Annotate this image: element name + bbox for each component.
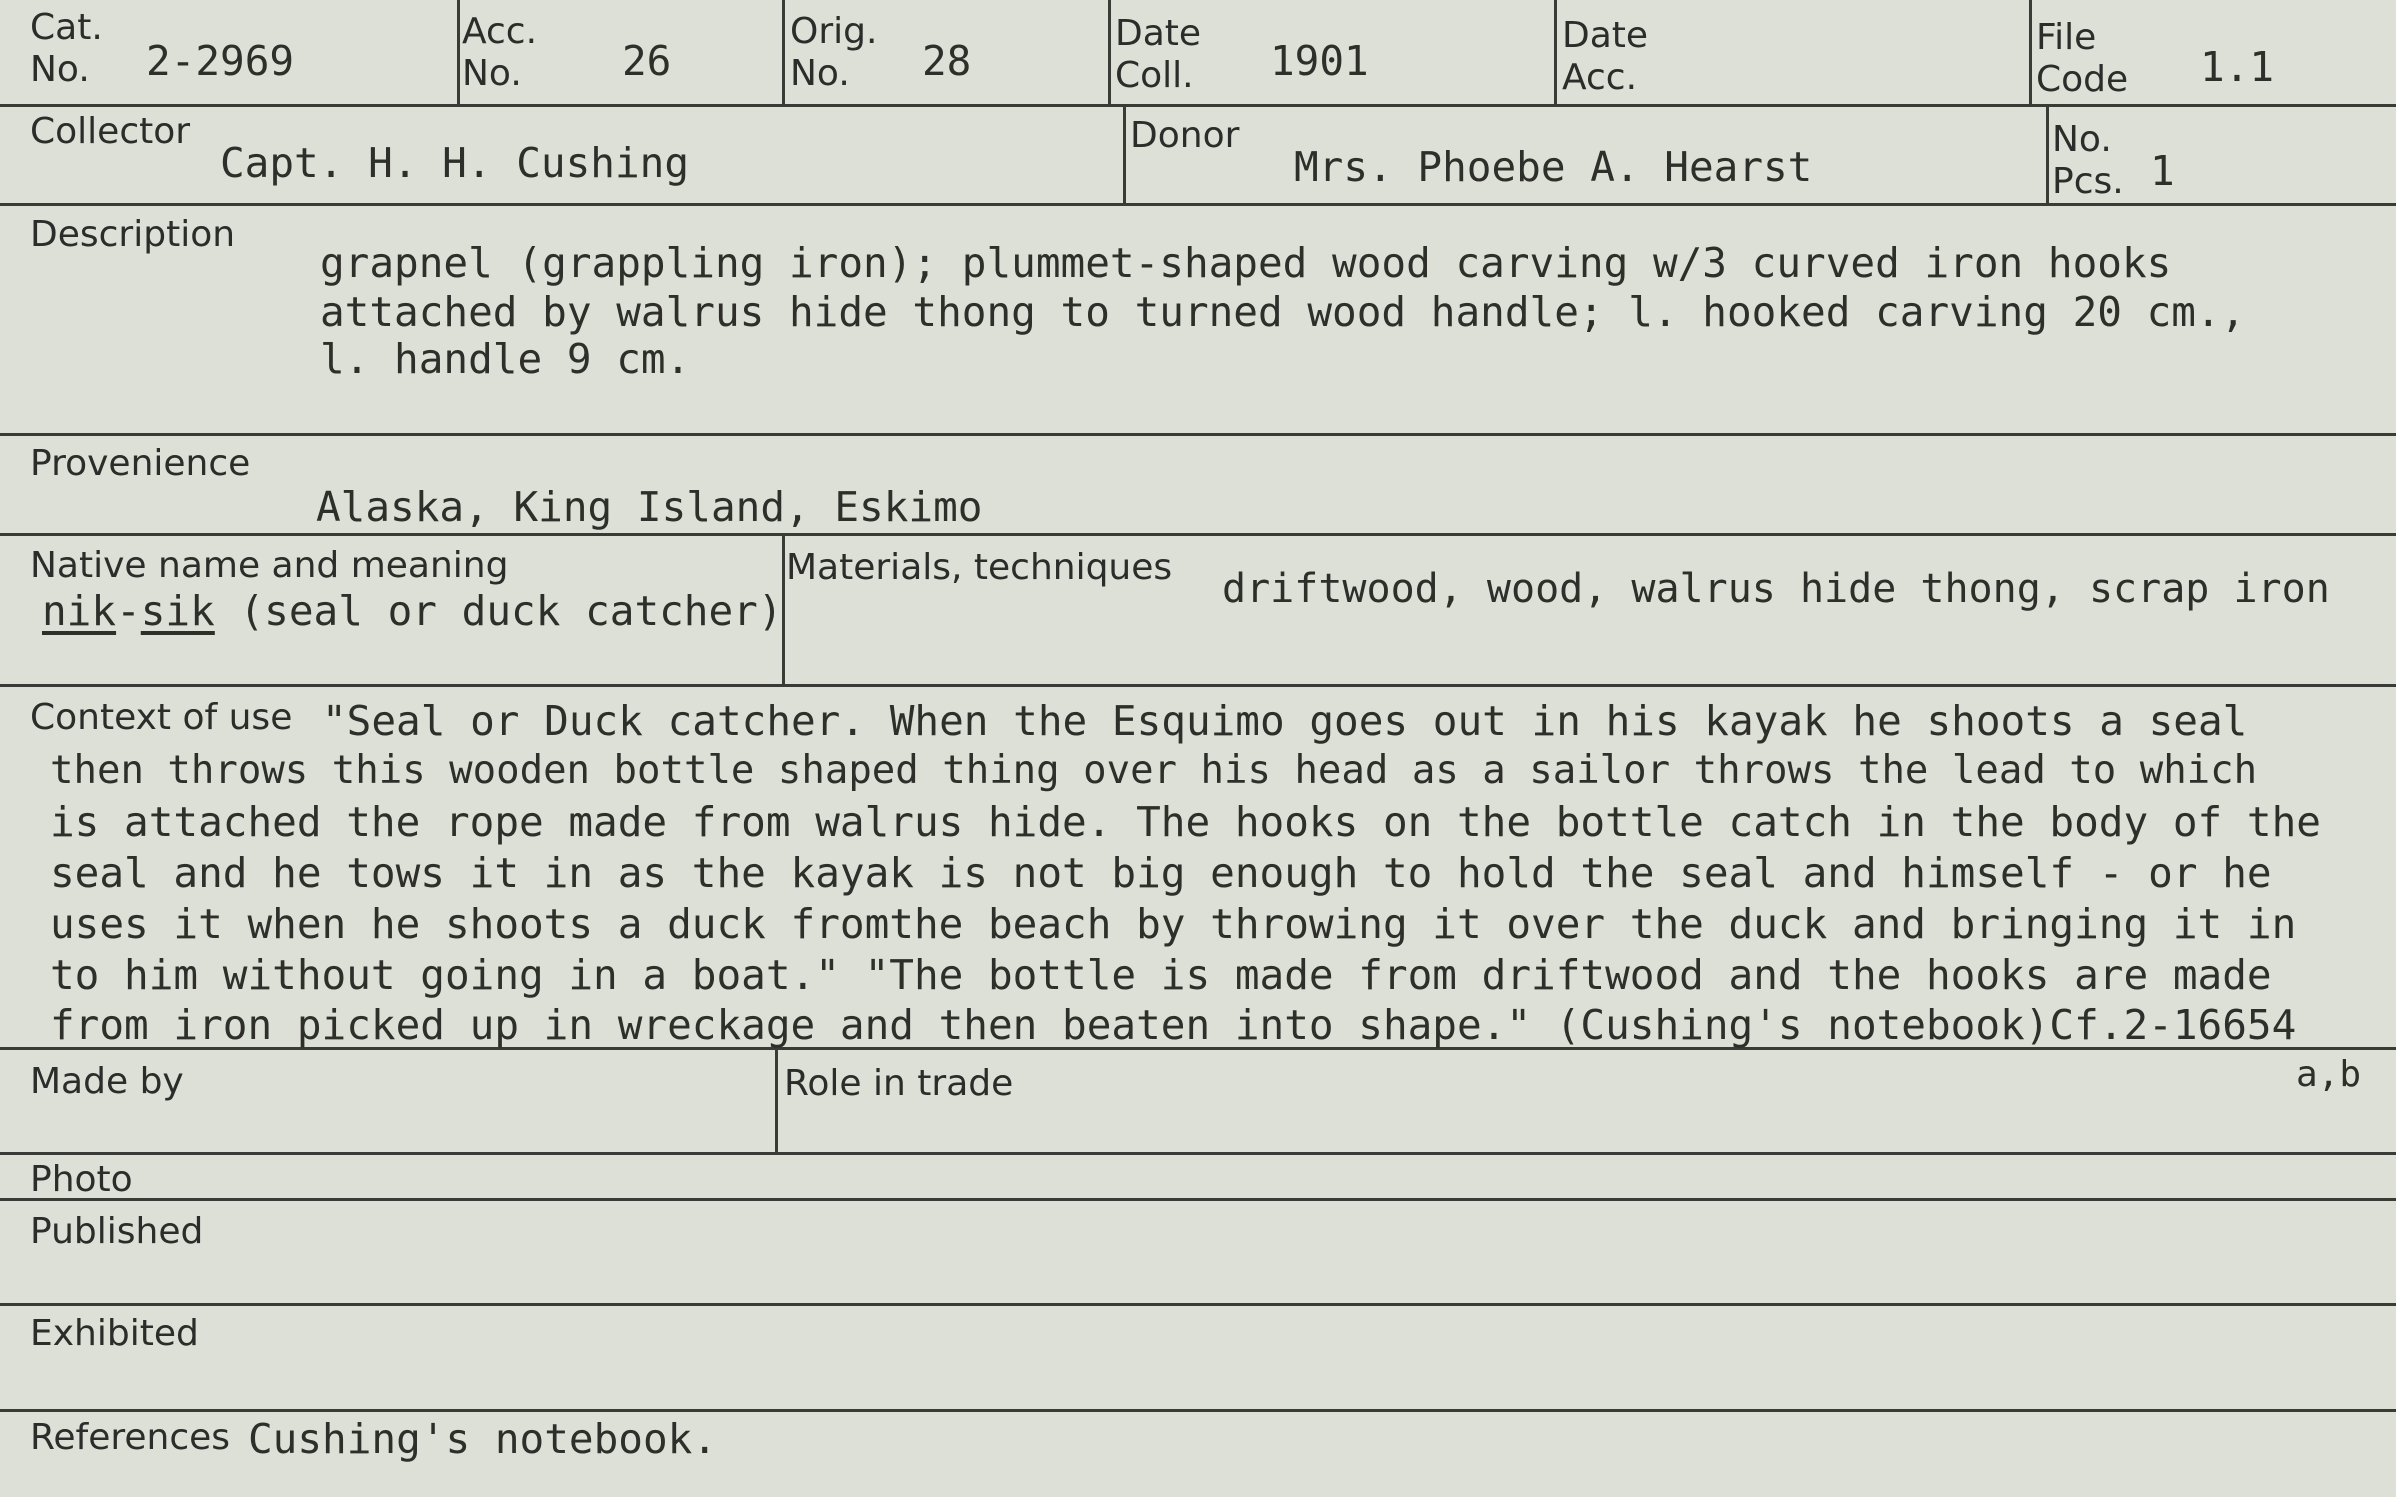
orig-no-label-1: Orig. bbox=[790, 11, 878, 52]
native-name-dash: - bbox=[116, 587, 141, 635]
provenience-value: Alaska, King Island, Eskimo bbox=[316, 483, 983, 531]
context-line-2: then throws this wooden bottle shaped thing over his head as a sailor throws the lead to which bbox=[50, 748, 2258, 793]
native-name-word-1: nik bbox=[42, 587, 117, 635]
vrule-date-acc bbox=[1554, 0, 1557, 104]
donor-label: Donor bbox=[1130, 115, 1240, 156]
rule-made-by bbox=[0, 1152, 2396, 1155]
role-in-trade-label: Role in trade bbox=[784, 1063, 1014, 1104]
no-pcs-label-2: Pcs. bbox=[2052, 161, 2124, 202]
description-line-2: attached by walrus hide thong to turned wood handle; l. hooked carving 20 cm., bbox=[320, 288, 2246, 336]
vrule-role bbox=[775, 1047, 778, 1152]
rule-description bbox=[0, 433, 2396, 436]
exhibited-label: Exhibited bbox=[30, 1313, 199, 1354]
published-label: Published bbox=[30, 1211, 204, 1252]
context-line-1: "Seal or Duck catcher. When the Esquimo goes out in his kayak he shoots a seal bbox=[322, 697, 2248, 745]
vrule-no-pcs bbox=[2046, 104, 2049, 203]
rule-native bbox=[0, 684, 2396, 687]
date-coll-label-1: Date bbox=[1115, 13, 1202, 54]
rule-photo bbox=[0, 1198, 2396, 1201]
acc-no-label-2: No. bbox=[462, 53, 522, 94]
vrule-acc bbox=[457, 0, 460, 104]
context-line-4: seal and he tows it in as the kayak is not big enough to hold the seal and himself - or he bbox=[50, 849, 2272, 897]
rule-provenience bbox=[0, 533, 2396, 536]
native-name-label: Native name and meaning bbox=[30, 545, 509, 586]
native-name-value bbox=[42, 586, 783, 636]
acc-no-value: 26 bbox=[622, 37, 672, 85]
date-acc-label-1: Date bbox=[1562, 15, 1649, 56]
no-pcs-label-1: No. bbox=[2052, 119, 2112, 160]
vrule-file-code bbox=[2029, 0, 2032, 104]
vrule-donor bbox=[1123, 104, 1126, 203]
rule-published bbox=[0, 1303, 2396, 1306]
file-code-label-2: Code bbox=[2036, 59, 2129, 100]
description-line-1: grapnel (grappling iron); plummet-shaped wood carving w/3 curved iron hooks bbox=[320, 239, 2172, 287]
cat-no-label-2: No. bbox=[30, 49, 90, 90]
orig-no-value: 28 bbox=[922, 37, 972, 85]
collector-value: Capt. H. H. Cushing bbox=[220, 139, 689, 187]
no-pcs-value: 1 bbox=[2150, 147, 2175, 195]
cat-no-label-1: Cat. bbox=[30, 7, 103, 48]
photo-label: Photo bbox=[30, 1159, 133, 1200]
context-line-7: from iron picked up in wreckage and then beaten into shape." (Cushing's notebook)Cf.2-16654 bbox=[50, 1001, 2297, 1049]
references-value: Cushing's notebook. bbox=[248, 1415, 717, 1463]
acc-no-label-1: Acc. bbox=[462, 11, 538, 52]
made-by-label: Made by bbox=[30, 1061, 184, 1102]
orig-no-label-2: No. bbox=[790, 53, 850, 94]
rule-top bbox=[0, 104, 2396, 107]
donor-value: Mrs. Phoebe A. Hearst bbox=[1294, 143, 1813, 191]
context-suffix: a,b bbox=[2296, 1054, 2362, 1095]
materials-label: Materials, techniques bbox=[786, 547, 1173, 588]
rule-exhibited bbox=[0, 1409, 2396, 1412]
context-line-6: to him without going in a boat." "The bottle is made from driftwood and the hooks are made bbox=[50, 951, 2272, 999]
vrule-orig bbox=[782, 0, 785, 104]
date-acc-label-2: Acc. bbox=[1562, 57, 1638, 98]
rule-collector bbox=[0, 203, 2396, 206]
date-coll-label-2: Coll. bbox=[1115, 55, 1194, 96]
context-label: Context of use bbox=[30, 697, 293, 738]
references-label: References bbox=[30, 1417, 231, 1458]
native-name-meaning: (seal or duck catcher) bbox=[214, 587, 783, 635]
materials-value: driftwood, wood, walrus hide thong, scrap iron bbox=[1222, 566, 2330, 612]
description-line-3: l. handle 9 cm. bbox=[320, 335, 691, 383]
file-code-label-1: File bbox=[2036, 17, 2097, 58]
description-label: Description bbox=[30, 214, 236, 255]
context-line-5: uses it when he shoots a duck fromthe beach by throwing it over the duck and bringing it in bbox=[50, 900, 2297, 948]
context-line-3: is attached the rope made from walrus hide. The hooks on the bottle catch in the body of the bbox=[50, 798, 2321, 846]
cat-no-value: 2-2969 bbox=[146, 37, 295, 85]
native-name-word-2: sik bbox=[140, 587, 215, 635]
collector-label: Collector bbox=[30, 111, 191, 152]
file-code-value: 1.1 bbox=[2200, 43, 2275, 91]
provenience-label: Provenience bbox=[30, 443, 251, 484]
vrule-date-coll bbox=[1108, 0, 1111, 104]
date-coll-value: 1901 bbox=[1270, 37, 1369, 85]
